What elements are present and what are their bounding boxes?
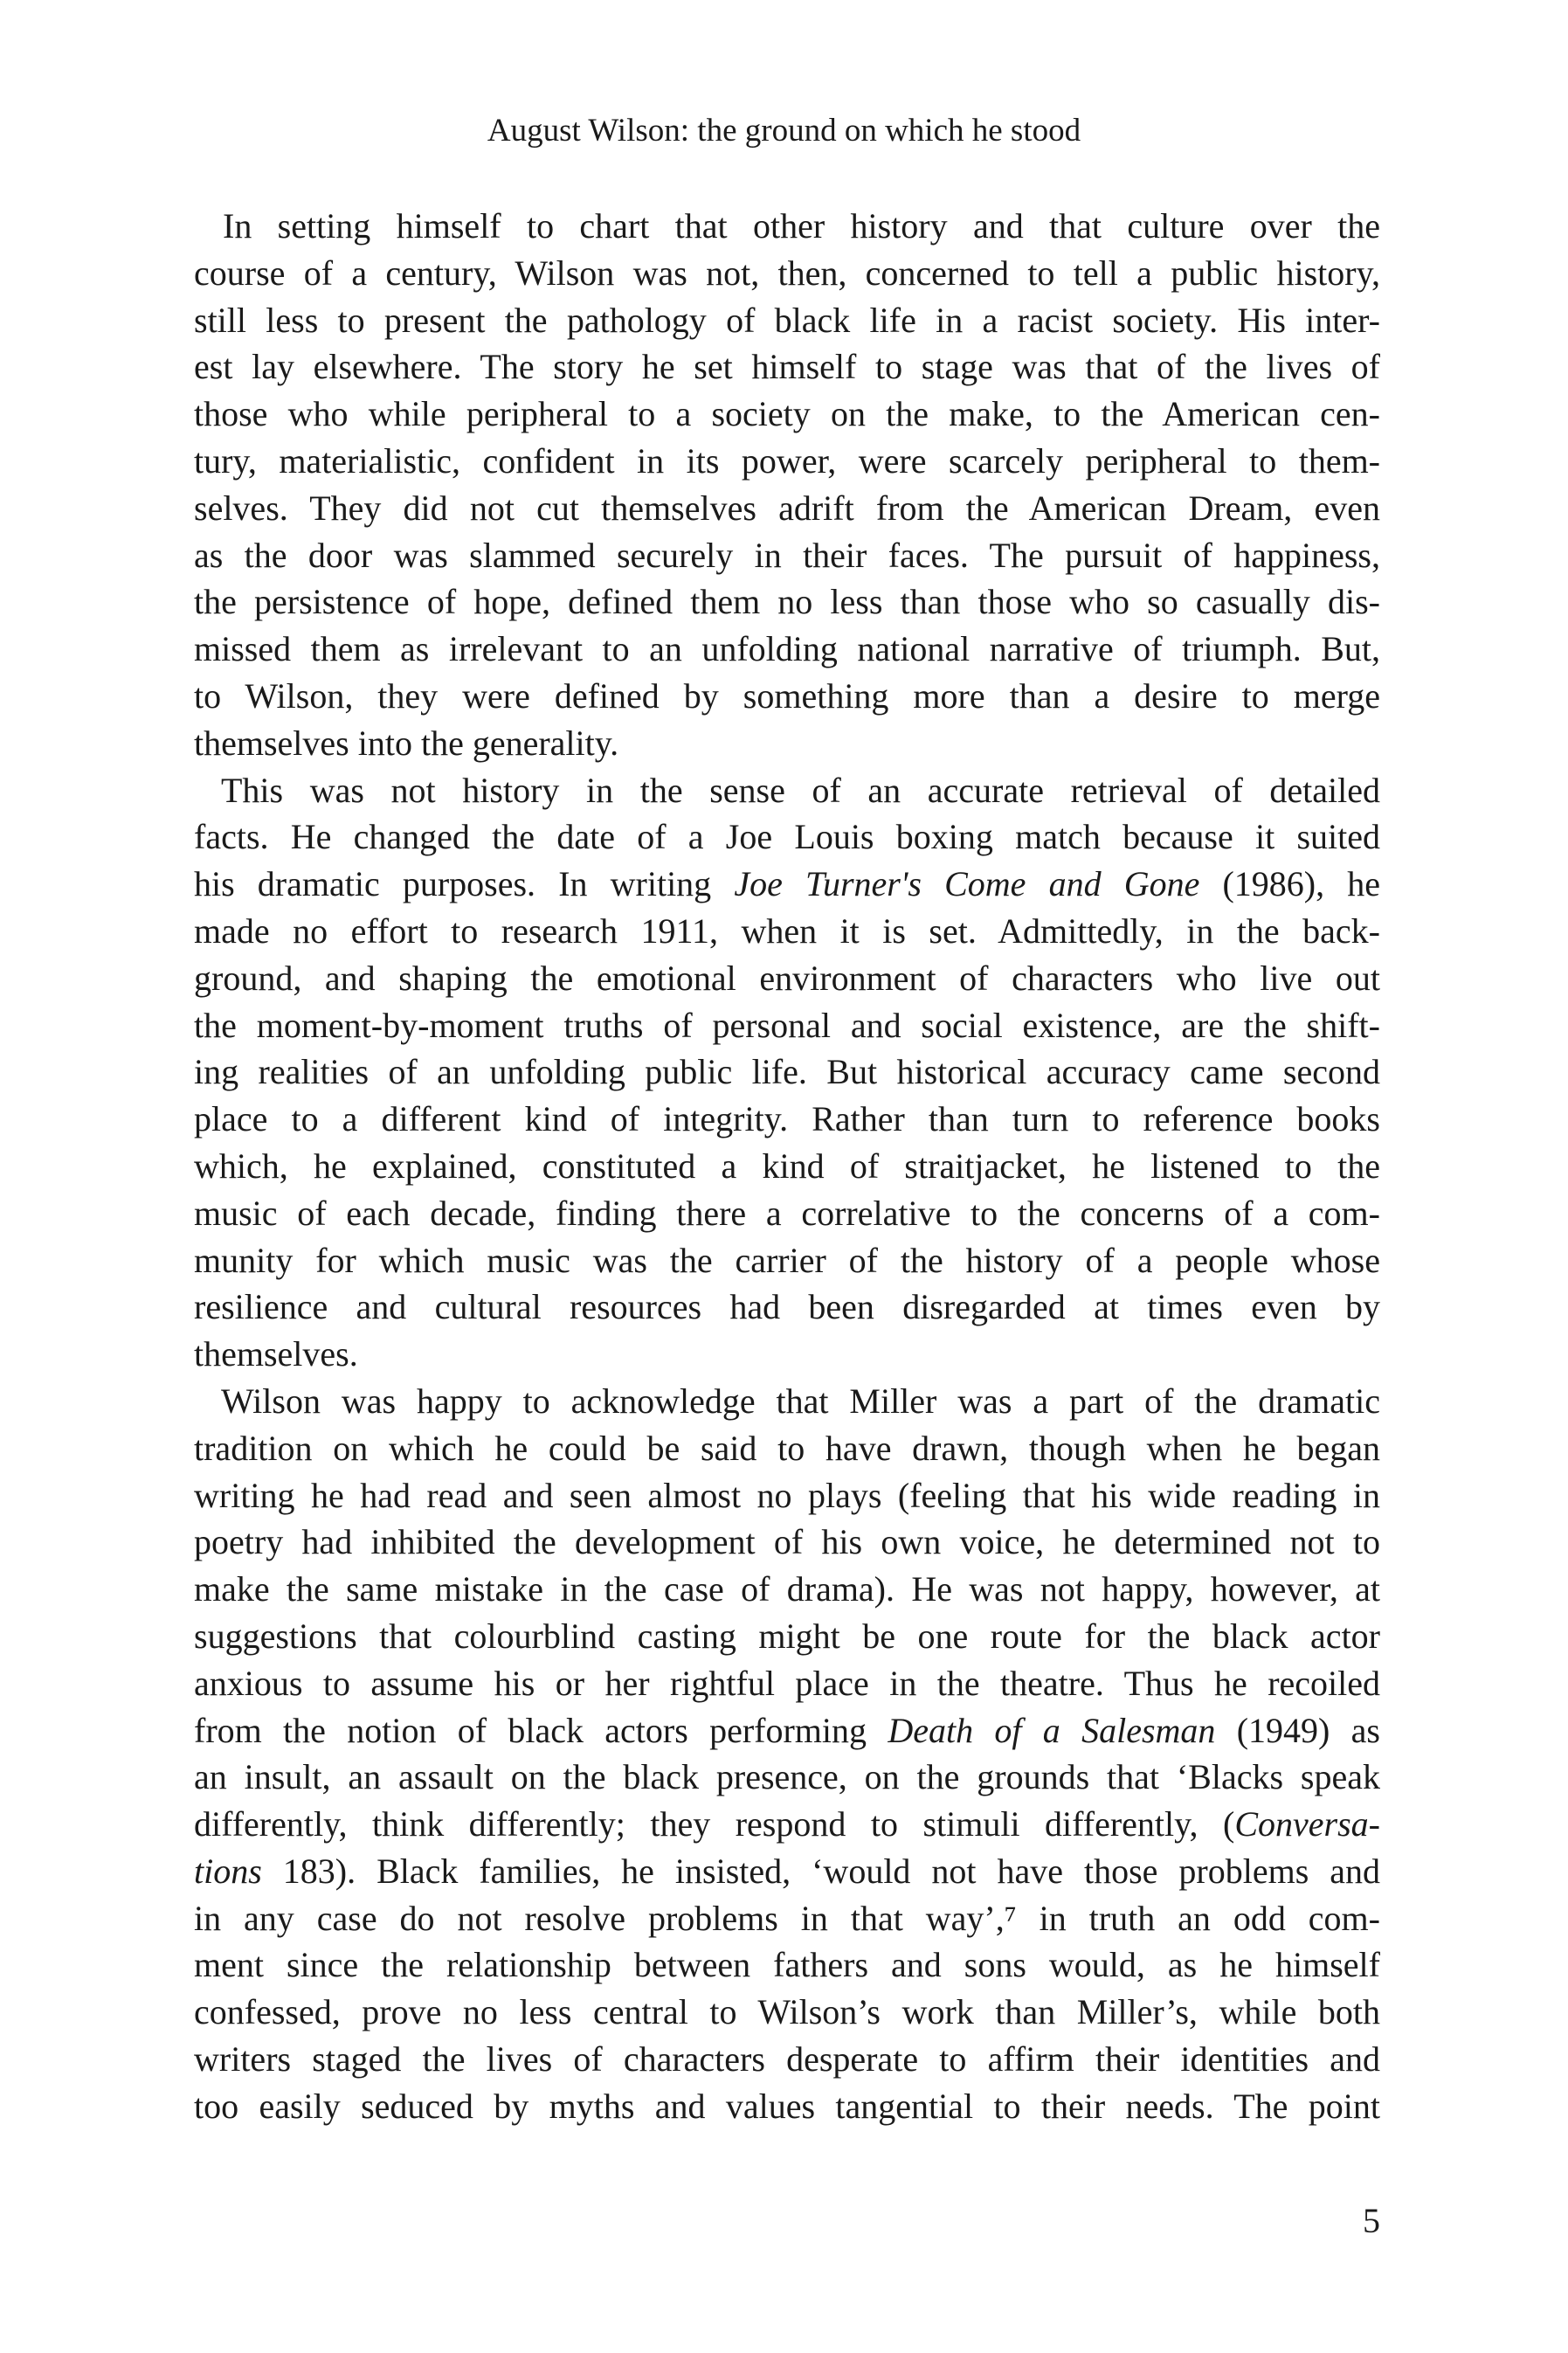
text-line: still less to present the pathology of black life in a racist society. His inter-: [194, 300, 1380, 340]
paragraph: [194, 767, 1380, 1378]
text-line: writing he had read and seen almost no plays (feeling that his wide reading in: [194, 1475, 1380, 1515]
text-run: from the notion of black actors performing: [194, 1710, 888, 1750]
text-line: in any case do not resolve problems in that way’,⁷ in truth an odd com-: [194, 1898, 1380, 1938]
text-line: as the door was slammed securely in their faces. The pursuit of happiness,: [194, 535, 1380, 575]
text-line: made no effort to research 1911, when it is set. Admittedly, in the back-: [194, 910, 1380, 951]
text-run: his dramatic purposes. In writing: [194, 864, 735, 904]
text-line: anxious to assume his or her rightful place in the theatre. Thus he recoiled: [194, 1663, 1380, 1703]
text-line: tury, materialistic, confident in its power, were scarcely peripheral to them-: [194, 440, 1380, 481]
text-line: make the same mistake in the case of drama). He was not happy, however, at: [194, 1569, 1380, 1609]
text-line: [194, 1801, 1380, 1848]
play-title: Death of a Salesman: [888, 1710, 1216, 1750]
text-line: ing realities of an unfolding public life. But historical accuracy came second: [194, 1052, 1380, 1092]
text-line: course of a century, Wilson was not, then, concerned to tell a public history,: [194, 253, 1380, 293]
text-line: missed them as irrelevant to an unfolding national narrative of triumph. But,: [194, 629, 1380, 669]
text-line: [194, 861, 1380, 908]
text-run: (1949) as: [1215, 1710, 1380, 1750]
text-line: the moment-by-moment truths of personal and social existence, are the shift-: [194, 1005, 1380, 1045]
text-line: suggestions that colourblind casting might be one route for the black actor: [194, 1616, 1380, 1656]
body-text: [194, 203, 1380, 2130]
book-title: tions: [194, 1851, 262, 1891]
text-line: themselves.: [194, 1334, 358, 1374]
text-line: too easily seduced by myths and values tangential to their needs. The point: [194, 2086, 1380, 2126]
text-line: those who while peripheral to a society on the make, to the American cen-: [194, 394, 1380, 434]
text-line: ground, and shaping the emotional environment of characters who live out: [194, 958, 1380, 998]
text-line: music of each decade, finding there a correlative to the concerns of a com-: [194, 1193, 1380, 1233]
text-line: to Wilson, they were defined by something more than a desire to merge: [194, 675, 1380, 716]
text-line: an insult, an assault on the black presence, on the grounds that ‘Blacks speak: [194, 1757, 1380, 1797]
book-title: Conversa-: [1234, 1804, 1380, 1844]
text-line: tradition on which he could be said to have drawn, though when he began: [194, 1428, 1380, 1468]
text-run: 183). Black families, he insisted, ‘would not have those problems and: [261, 1851, 1380, 1891]
text-line: writers staged the lives of characters desperate to affirm their identities and: [194, 2039, 1380, 2080]
play-title: Joe Turner's Come and Gone: [734, 864, 1200, 904]
text-line: ment since the relationship between fathers and sons would, as he himself: [194, 1945, 1380, 1985]
text-line: which, he explained, constituted a kind of straitjacket, he listened to the: [194, 1145, 1380, 1186]
text-line: place to a different kind of integrity. Rather than turn to reference books: [194, 1099, 1380, 1139]
text-line: facts. He changed the date of a Joe Louis boxing match because it suited: [194, 817, 1380, 857]
text-line: confessed, prove no less central to Wilson’s work than Miller’s, while both: [194, 1992, 1380, 2032]
page-number: 5: [1363, 2201, 1380, 2240]
text-line: est lay elsewhere. The story he set himself to stage was that of the lives of: [194, 347, 1380, 387]
text-line: Wilson was happy to acknowledge that Miller was a part of the dramatic: [221, 1381, 1380, 1421]
text-line: [194, 1707, 1380, 1754]
text-line: resilience and cultural resources had been disregarded at times even by: [194, 1287, 1380, 1327]
paragraph: [194, 203, 1380, 767]
text-run: differently, think differently; they respond to stimuli differently, (: [194, 1804, 1235, 1844]
text-line: poetry had inhibited the development of his own voice, he determined not to: [194, 1522, 1380, 1562]
text-line: [194, 1848, 1380, 1895]
text-line: the persistence of hope, defined them no less than those who so casually dis-: [194, 582, 1380, 622]
running-head: August Wilson: the ground on which he stood: [487, 113, 1081, 149]
text-line: selves. They did not cut themselves adrift from the American Dream, even: [194, 488, 1380, 528]
paragraph: [194, 1378, 1380, 2130]
text-line: themselves into the generality.: [194, 723, 619, 763]
text-line: munity for which music was the carrier of the history of a people whose: [194, 1240, 1380, 1280]
text-line: This was not history in the sense of an accurate retrieval of detailed: [221, 770, 1380, 810]
text-line: In setting himself to chart that other history and that culture over the: [223, 206, 1380, 246]
text-run: (1986), he: [1199, 864, 1380, 904]
